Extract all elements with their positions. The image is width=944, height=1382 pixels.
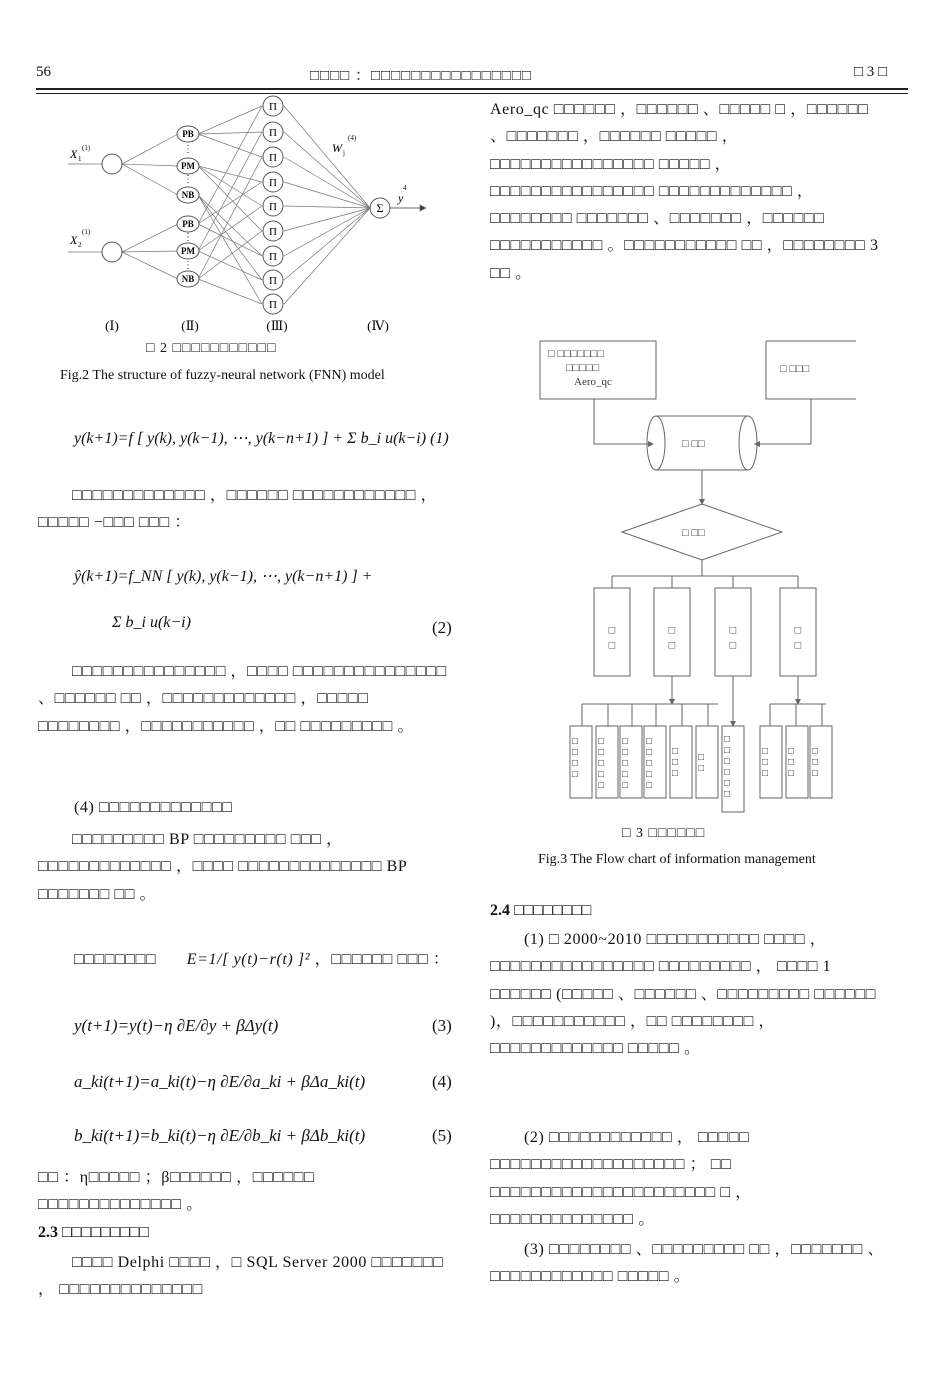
leaf-box-3: □□□□□ (619, 736, 631, 791)
svg-text:Π: Π (269, 152, 277, 164)
paragraph-item-2: (2) □□□□□□□□□□□□ ， □□□□□ □□□□□□□□□□□□□□□□□□□ ； □□ □□□□□□□□□□□□□□□□□□□□□□ □ ，□□□□□□□□□□□□□□ 。 (490, 1129, 752, 1228)
leaf-box-1: □□□□ (569, 736, 581, 780)
svg-text:(1): (1) (82, 144, 91, 152)
category-box-3: □ □ (727, 624, 739, 652)
leaf-box-7: □□□□□□ (721, 734, 733, 800)
equation-2-line1: ŷ(k+1)=f_NN [ y(k), y(k−1), ⋯, y(k−n+1) ] + (74, 568, 373, 585)
svg-text:4: 4 (403, 184, 407, 192)
paragraph-bp-training: □□□□□□□□□ BP □□□□□□□□□ □□□ ，□□□□□□□□□□□□□ ，□□□□ □□□□□□□□□□□□□□ BP □□□□□□□ □□ 。 (38, 831, 407, 903)
weight-label: W (332, 141, 342, 155)
source-box-line1: □ □□□□□□□ (548, 348, 604, 360)
svg-text:1: 1 (78, 155, 82, 163)
fuzzy-node-pb-2: PB (182, 219, 194, 229)
leaf-box-8: □□□ (759, 746, 771, 779)
equation-5: b_ki(t+1)=b_ki(t)−η ∂E/∂b_ki + βΔb_ki(t) (74, 1126, 366, 1145)
leaf-box-2: □□□□□ (595, 736, 607, 791)
svg-text:⋮: ⋮ (183, 144, 193, 155)
output-label: y (398, 191, 404, 205)
fig2-caption-en: Fig.2 The structure of fuzzy-neural network (FNN) model (60, 368, 385, 383)
paragraph-item-1: (1) □ 2000~2010 □□□□□□□□□□□ □□□□ ， □□□□□□□□□□□□□□□□ □□□□□□□□□ ， □□□□ 1 □□□□□□ (□□□□□ 、□□□□□□ 、□□□□□□□□□ □□□□□□ )，□□□□□□□□□□□ ，□□ □□□□□□□□ ， □□□□□□□□□□□□□ □□□□□ 。 (490, 931, 876, 1058)
input-neuron-1 (102, 154, 122, 174)
fig3-caption-en: Fig.3 The Flow chart of information management (538, 852, 816, 867)
layer-label-2: (Ⅱ) (181, 318, 199, 333)
fig3-caption-cn: □ 3 □□□□□□ (622, 826, 706, 841)
section-2-4-heading: 2.4 □□□□□□□□ (490, 902, 592, 919)
category-box-1: □ □ (606, 624, 618, 652)
fuzzy-node-pm-1: PM (181, 161, 195, 171)
equation-5-number: (5) (432, 1126, 452, 1145)
decision-node: □ □□ (682, 527, 705, 539)
svg-text:2: 2 (78, 241, 82, 249)
svg-text:Π: Π (269, 177, 277, 189)
layer-label-1: (Ⅰ) (105, 318, 119, 333)
section-2-3-heading: 2.3 □□□□□□□□□ (38, 1224, 149, 1241)
other-source-box: □ □□□ (780, 363, 810, 375)
leaf-box-5: □□□ (669, 746, 681, 779)
svg-text:Π: Π (269, 251, 277, 263)
equation-3: y(t+1)=y(t)−η ∂E/∂y + βΔy(t) (74, 1016, 279, 1035)
input-label-x2: X (70, 233, 78, 247)
fuzzy-node-nb-2: NB (181, 274, 195, 284)
paragraph-item-3: (3) □□□□□□□□ 、□□□□□□□□□ □□ ，□□□□□□□ 、□□□□□□□□□□□□ □□□□□ 。 (490, 1241, 885, 1286)
svg-text:j: j (343, 149, 345, 157)
svg-text:(4): (4) (348, 134, 357, 142)
equation-2-number: (2) (432, 618, 452, 637)
svg-text:Σ: Σ (376, 201, 384, 215)
layer-label-4: (Ⅳ) (367, 318, 389, 333)
fuzzy-node-nb-1: NB (181, 190, 195, 200)
leaf-box-4: □□□□□ (643, 736, 655, 791)
svg-text:Π: Π (269, 127, 277, 139)
svg-text:⋮: ⋮ (183, 260, 193, 271)
rule-layer (263, 96, 283, 314)
item-4-heading: (4) □□□□□□□□□□□□□ (74, 799, 233, 816)
fuzzy-node-pb-1: PB (182, 129, 194, 139)
database-node: □ □□ (682, 438, 705, 450)
svg-text:Π: Π (269, 201, 277, 213)
header-rule-thick (36, 88, 908, 90)
equation-4: a_ki(t+1)=a_ki(t)−η ∂E/∂a_ki + βΔa_ki(t) (74, 1072, 366, 1091)
error-function-line: □□□□□□□□ E=1/[ y(t)−r(t) ]² ，□□□□□□ □□□ ： (74, 951, 450, 968)
page-number: 56 (36, 64, 51, 80)
source-box-line2: □□□□□ (566, 362, 600, 374)
input-label-x1: X (70, 147, 78, 161)
leaf-box-6: □□ (695, 752, 707, 774)
leaf-box-10: □□□ (809, 746, 821, 779)
source-box-line3: Aero_qc (574, 376, 612, 388)
category-box-2: □ □ (666, 624, 678, 652)
equation-4-number: (4) (432, 1072, 452, 1091)
paragraph-delphi: □□□□ Delphi □□□□ ，□ SQL Server 2000 □□□□□□□ ， □□□□□□□□□□□□□□ (38, 1254, 444, 1299)
svg-text:Π: Π (269, 101, 277, 113)
equation-2-line2: Σ b_i u(k−i) (112, 614, 191, 631)
input-neuron-2 (102, 242, 122, 262)
svg-text:Π: Π (269, 299, 277, 311)
svg-text:⋮: ⋮ (183, 174, 193, 185)
svg-text:(1): (1) (82, 228, 91, 236)
info-management-flowchart (530, 338, 864, 820)
paragraph-model-desc: □□□□□□□□□□□□□ ，□□□□□□ □□□□□□□□□□□□ ， □□□□□ −□□□ □□□ ： (38, 487, 438, 532)
paragraph-aero-qc: Aero_qc □□□□□□ ，□□□□□□ 、□□□□□ □ ，□□□□□□ 、□□□□□□□ ，□□□□□□ □□□□□ ， □□□□□□□□□□□□□□□□ □□□□□ ， □□□□□□□□□□□□□□□□ □□□□□□□□□□□□□ ， □□□□□□□□ □□□□□□□ 、□□□□□□□ ，□□□□□□ □□□□□□□□□□□ 。□□□□□□□□□□□ □□ ，□□□□□□□□ 3 □□ 。 (490, 101, 879, 282)
paragraph-parameters: □□ ：η□□□□□ ；β□□□□□□ ，□□□□□□ □□□□□□□□□□□□□□ 。 (38, 1169, 315, 1214)
error-function: E=1/[ y(t)−r(t) ]² (186, 951, 311, 968)
fnn-structure-diagram (40, 94, 460, 344)
equation-1: y(k+1)=f [ y(k), y(k−1), ⋯, y(k−n+1) ] + Σ b_i u(k−i) (1) (74, 430, 449, 447)
leaf-box-9: □□□ (785, 746, 797, 779)
svg-text:Π: Π (269, 226, 277, 238)
equation-3-number: (3) (432, 1016, 452, 1035)
running-title: □□□□ ：□□□□□□□□□□□□□□□□ (310, 68, 532, 84)
svg-text:Π: Π (269, 275, 277, 287)
paragraph-identification: □□□□□□□□□□□□□□□ ，□□□□ □□□□□□□□□□□□□□□ 、□□□□□□ □□ ，□□□□□□□□□□□□□ ，□□□□□ □□□□□□□□ ，□□□□□□□□□□□ ，□□ □□□□□□□□□ 。 (38, 663, 447, 735)
category-box-4: □ □ (792, 624, 804, 652)
layer-label-3: (Ⅲ) (266, 318, 288, 333)
fuzzy-node-pm-2: PM (181, 246, 195, 256)
issue-number: □ 3 □ (854, 64, 888, 80)
svg-text:⋮: ⋮ (183, 232, 193, 243)
fig2-caption-cn: □ 2 □□□□□□□□□□□ (146, 341, 277, 356)
